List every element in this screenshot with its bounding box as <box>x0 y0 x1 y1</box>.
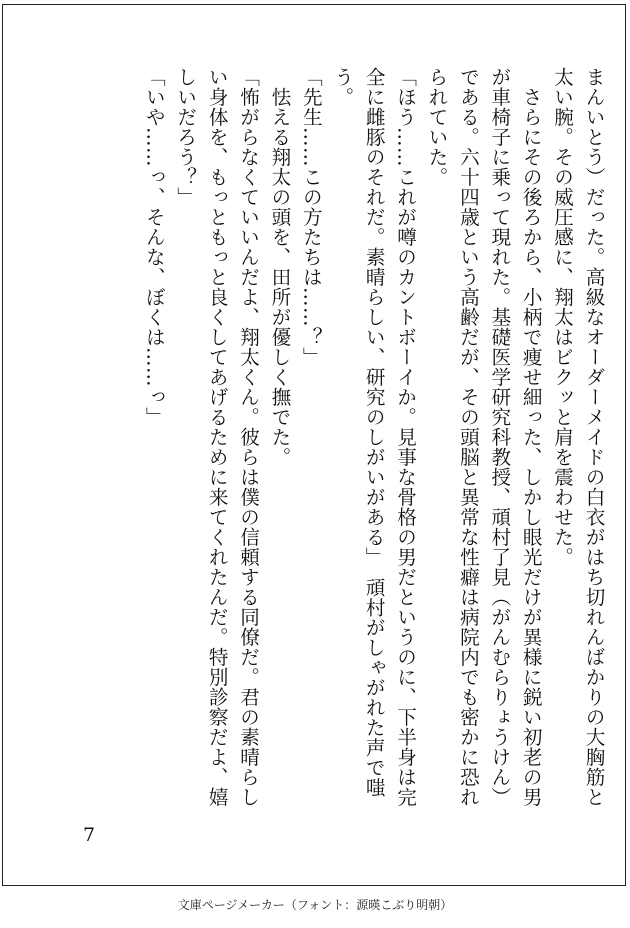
paragraph: 「先生……この方たちは……？」 <box>299 67 323 367</box>
paragraph: 「いや……っ、そんな、ぼくは……っ」 <box>142 67 166 427</box>
paragraph: 「ほう……これが噂のカントボーイか。見事な骨格の男だというのに、下半身は完全に雌豚のそれだ。素晴らしい、研究のしがいがある」 頑村がしゃがれた声で嗤う。 <box>330 67 417 807</box>
paragraph: さらにその後ろから、小柄で痩せ細った、しかし眼光だけが異様に鋭い初老の男が車椅子に乗って現れた。基礎医学研究科教授、頑村了見（がんむらりょうけん）である。六十四歳という高齢だが、その頭脳と異常な性癖は病院内でも密かに恐れられていた。 <box>424 67 543 807</box>
page-number: 7 <box>83 824 96 846</box>
footer-credit: 文庫ページメーカー（フォント：源暎こぶり明朝） <box>177 898 453 912</box>
vertical-text-body <box>49 67 609 817</box>
paragraph: まんいとう）だった。高級なオーダーメイドの白衣がはち切れんばかりの大胸筋と太い腕。その威圧感に、翔太はビクッと肩を震わせた。 <box>550 67 605 807</box>
paragraph: 怯える翔太の頭を、田所が優しく撫でた。 <box>267 67 291 467</box>
page-frame <box>2 4 626 886</box>
paragraph: 「怖がらなくていいんだよ、翔太くん。彼らは僕の信頼する同僚だ。君の素晴らしい身体を、もっともっと良くしてあげるために来てくれたんだ。特別診察だよ、嬉しいだろう？」 <box>173 67 260 807</box>
